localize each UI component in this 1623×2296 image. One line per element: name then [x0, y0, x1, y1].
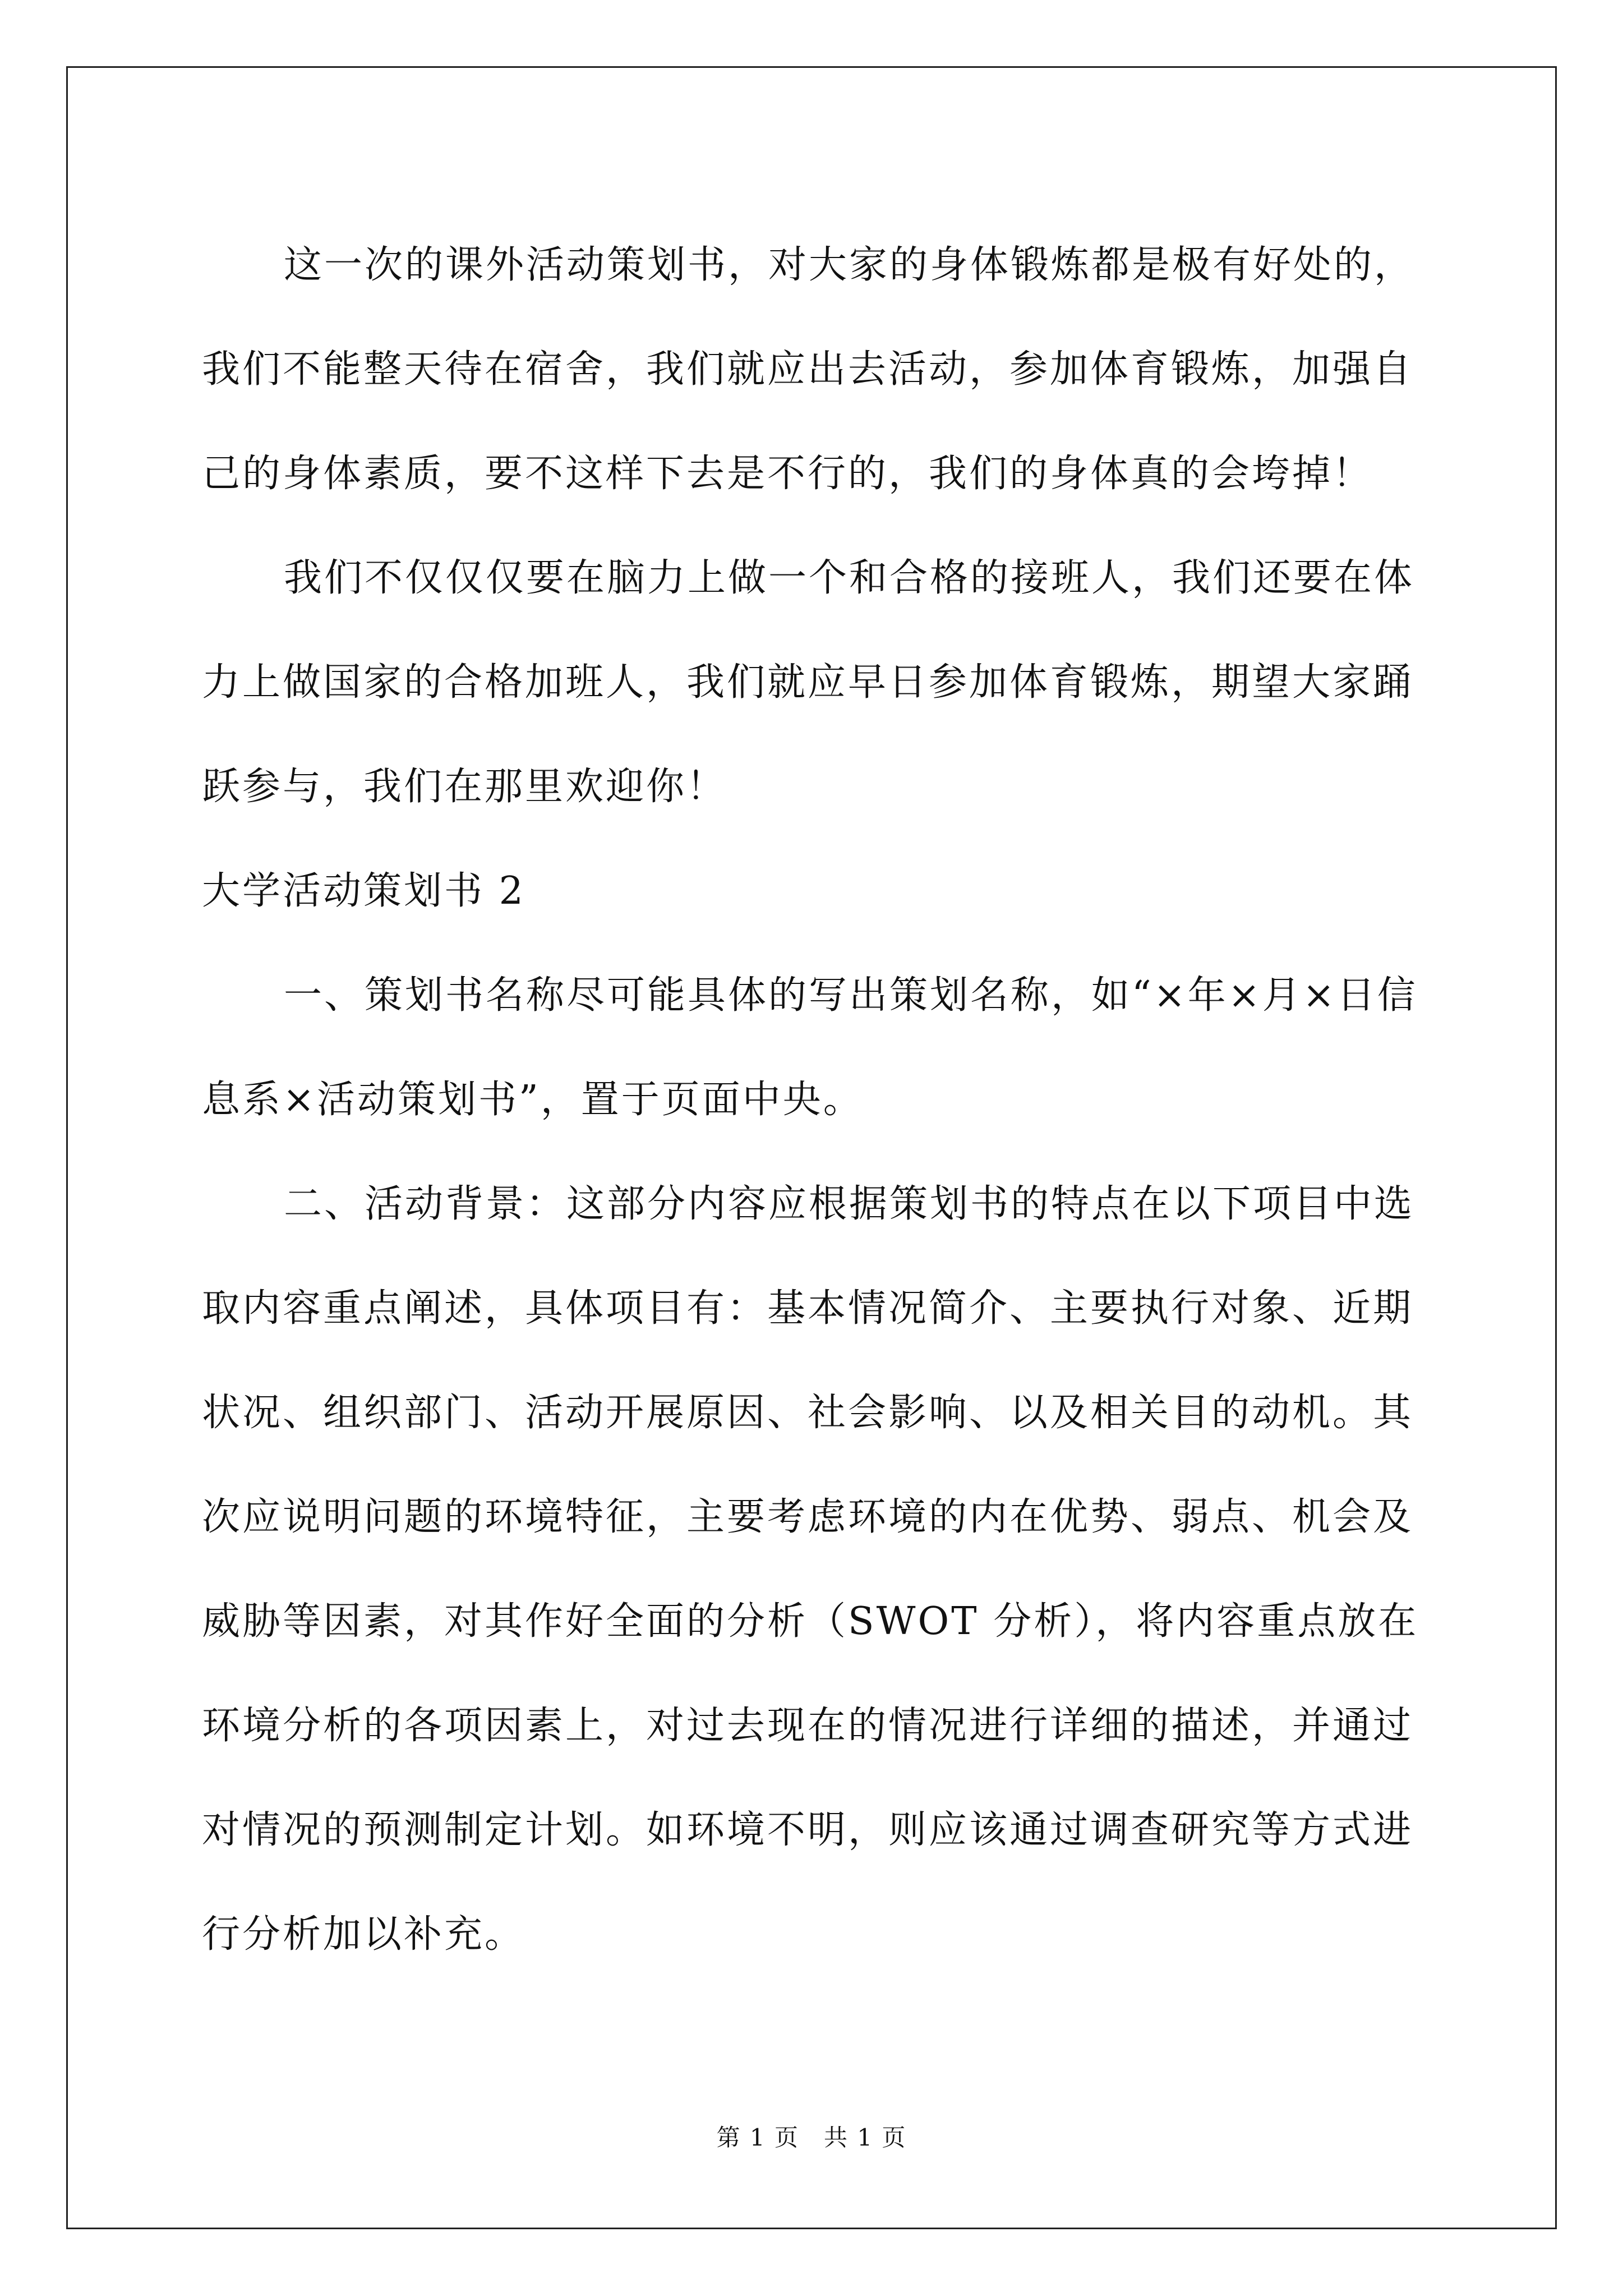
page-number-footer: 第 1 页 共 1 页: [716, 2124, 907, 2151]
section-heading: 大学活动策划书 2: [202, 869, 525, 913]
paragraph-exercise-benefits: 这一次的课外活动策划书，对大家的身体锻炼都是极有好处的，我们不能整天待在宿舍，我们就应出去活动，参加体育锻炼，加强自己的身体素质，要不这样下去是不行的，我们的身体真的会垮掉！: [202, 243, 1415, 496]
paragraph-activity-background: 二、活动背景：这部分内容应根据策划书的特点在以下项目中选取内容重点阐述，具体项目有：基本情况简介、主要执行对象、近期状况、组织部门、活动开展原因、社会影响、以及相关目的动机。其次应说明问题的环境特征，主要考虑环境的内在优势、弱点、机会及威胁等因素，对其作好全面的分析（SWOT 分析），将内容重点放在环境分析的各项因素上，对过去现在的情况进行详细的描述，并通过对情况的预测制定计划。如环境不明，则应该通过调查研究等方式进行分析加以补充。: [202, 1182, 1419, 1957]
paragraph-participation-call: 我们不仅仅仅要在脑力上做一个和合格的接班人，我们还要在体力上做国家的合格加班人，我们就应早日参加体育锻炼，期望大家踊跃参与，我们在那里欢迎你！: [202, 556, 1415, 809]
paragraph-plan-name: 一、策划书名称尽可能具体的写出策划名称，如“×年×月×日信息系×活动策划书”，置于页面中央。: [202, 973, 1418, 1122]
document-body: [202, 213, 1426, 1987]
